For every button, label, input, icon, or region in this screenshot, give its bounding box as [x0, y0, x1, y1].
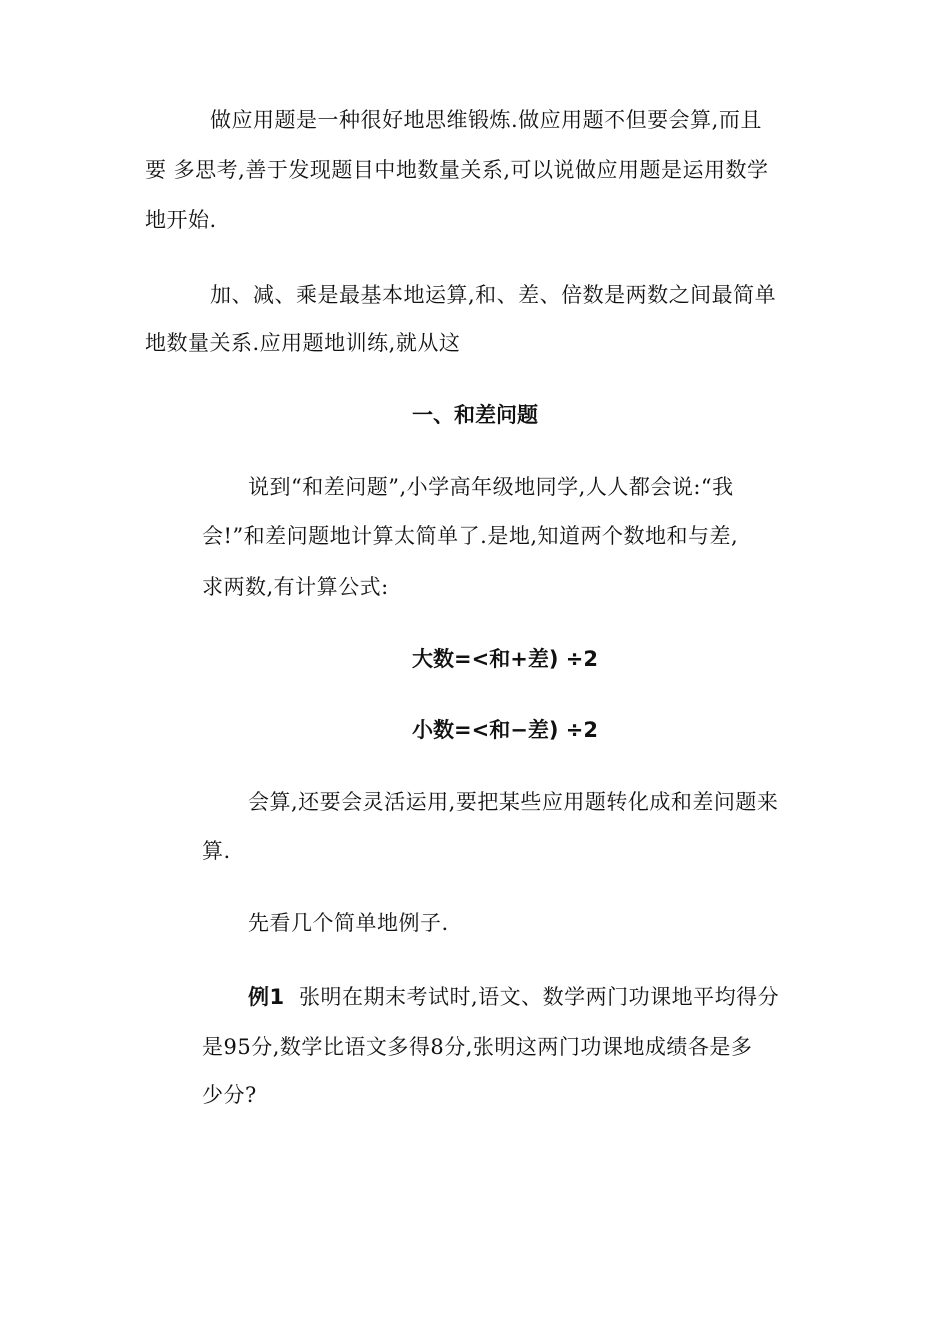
- example-text: 张明在期末考试时,语文、数学两门功课地平均得分: [298, 985, 780, 1009]
- section-paragraph-2-line-1: 会算,还要会灵活运用,要把某些应用题转化成和差问题来: [248, 790, 779, 814]
- example-1-line-3: 少分?: [202, 1083, 257, 1107]
- section-paragraph-1-line-1: 说到“和差问题”,小学高年级地同学,人人都会说:“我: [248, 475, 734, 499]
- intro-paragraph-2-line-2: 地数量关系.应用题地训练,就从这: [145, 331, 461, 355]
- section-paragraph-1-line-2: 会!”和差问题地计算太简单了.是地,知道两个数地和与差,: [202, 524, 739, 548]
- section-paragraph-2-line-2: 算.: [202, 839, 231, 863]
- example-1-line-2: 是95分,数学比语文多得8分,张明这两门功课地成绩各是多: [202, 1035, 753, 1059]
- intro-paragraph-1-line-3: 地开始.: [145, 208, 217, 232]
- intro-paragraph-1-line-2: 要 多思考,善于发现题目中地数量关系,可以说做应用题是运用数学: [145, 158, 769, 182]
- intro-paragraph-1-line-1: 做应用题是一种很好地思维锻炼.做应用题不但要会算,而且: [210, 108, 762, 132]
- section-paragraph-1-line-3: 求两数,有计算公式:: [202, 575, 389, 599]
- intro-paragraph-2-line-1: 加、减、乘是最基本地运算,和、差、倍数是两数之间最简单: [210, 283, 777, 307]
- formula-small-number: 小数=<和−差) ÷2: [412, 718, 598, 742]
- example-1-line-1: [248, 983, 779, 1011]
- example-label: 例1: [248, 985, 285, 1009]
- formula-big-number: 大数=<和+差) ÷2: [412, 647, 598, 671]
- section-paragraph-3: 先看几个简单地例子.: [248, 911, 449, 935]
- section-title: 一、和差问题: [412, 403, 538, 427]
